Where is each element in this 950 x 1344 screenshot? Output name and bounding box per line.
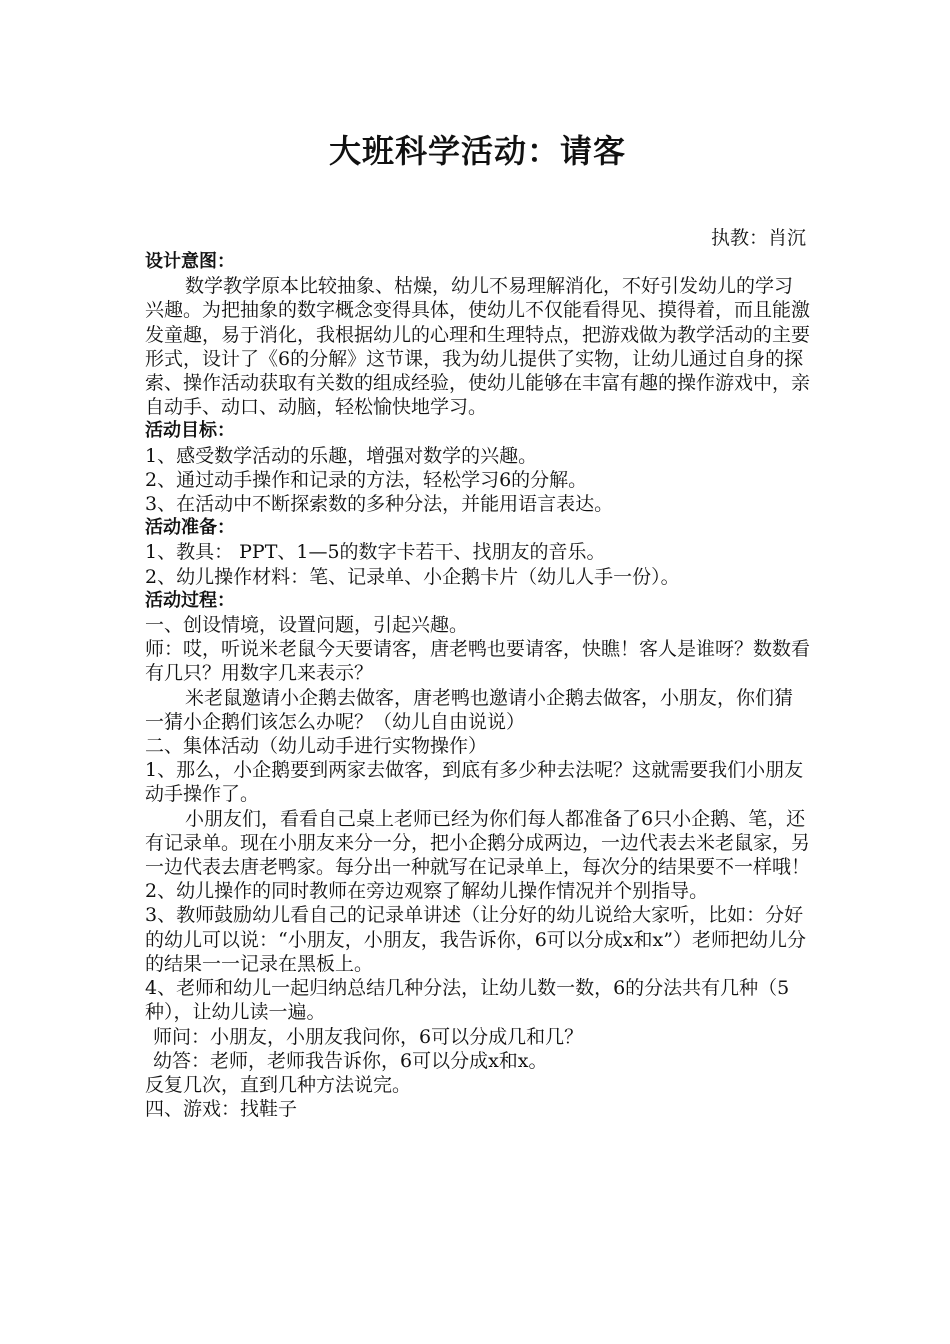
preparation-item: 2、幼儿操作材料：笔、记录单、小企鹅卡片（幼儿人手一份）。 (145, 565, 680, 588)
process-line: 米老鼠邀请小企鹅去做客，唐老鸭也邀请小企鹅去做客，小朋友，你们猜一猜小企鹅们该怎么办呢？（幼儿自由说说） (145, 686, 794, 733)
process-line: 4、老师和幼儿一起归纳总结几种分法，让幼儿数一数，6的分法共有几种（5种），让幼儿读一遍。 (145, 977, 790, 1024)
process-line: 二、集体活动（幼儿动手进行实物操作） (145, 735, 488, 758)
process-line: 3、教师鼓励幼儿看自己的记录单讲述（让分好的幼儿说给大家听，比如：分好的幼儿可以说：“小朋友，小朋友，我告诉你，6可以分成x和x”）老师把幼儿分的结果一一记录在黑板上。 (145, 904, 806, 975)
section-heading-design: 设计意图： (145, 251, 235, 272)
process-line: 一、创设情境，设置问题，引起兴趣。 (145, 614, 469, 637)
process-line: 师：哎，听说米老鼠今天要请客，唐老鸭也要请客，快瞧！客人是谁呀？数数看有几只？用数字几来表示？ (145, 638, 811, 685)
process-line: 幼答：老师，老师我告诉你，6可以分成x和x。 (153, 1049, 548, 1072)
document-body (145, 250, 810, 1121)
preparation-item: 1、教具： PPT、1—5的数字卡若干、找朋友的音乐。 (145, 541, 606, 564)
teacher-line: 执教：肖沉 (710, 227, 806, 249)
process-line: 2、幼儿操作的同时教师在旁边观察了解幼儿操作情况并个别指导。 (145, 880, 709, 903)
document-title: 大班科学活动：请客 (328, 132, 626, 170)
goal-item: 3、在活动中不断探索数的多种分法，并能用语言表达。 (145, 493, 614, 516)
process-line: 1、那么，小企鹅要到两家去做客，到底有多少种去法呢？这就需要我们小朋友动手操作了。 (145, 759, 804, 806)
section-heading-goals: 活动目标： (145, 420, 235, 442)
process-line: 四、游戏：找鞋子 (145, 1098, 298, 1121)
section-heading-process: 活动过程： (145, 589, 235, 611)
process-line: 小朋友们，看看自己桌上老师已经为你们每人都准备了6只小企鹅、笔，还有记录单。现在小朋友来分一分，把小企鹅分成两边，一边代表去米老鼠家，另一边代表去唐老鸭家。每分出一种就写在记录单上，每次分的结果要不一样哦！ (145, 807, 811, 879)
process-line: 师问：小朋友，小朋友我问你，6可以分成几和几？ (153, 1025, 584, 1048)
process-line: 反复几次，直到几种方法说完。 (145, 1073, 412, 1096)
goal-item: 2、通过动手操作和记录的方法，轻松学习6的分解。 (145, 468, 588, 491)
design-intent-paragraph: 数学教学原本比较抽象、枯燥，幼儿不易理解消化，不好引发幼儿的学习兴趣。为把抽象的数字概念变得具体，使幼儿不仅能看得见、摸得着，而且能激发童趣，易于消化，我根据幼儿的心理和生理特点，把游戏做为教学活动的主要形式，设计了《6的分解》这节课，我为幼儿提供了实物，让幼儿通过自身的探索、操作活动获取有关数的组成经验，使幼儿能够在丰富有趣的操作游戏中，亲自动手、动口、动脑，轻松愉快地学习。 (145, 275, 811, 419)
goal-item: 1、感受数学活动的乐趣，增强对数学的兴趣。 (145, 444, 538, 467)
section-heading-preparation: 活动准备： (145, 517, 235, 539)
